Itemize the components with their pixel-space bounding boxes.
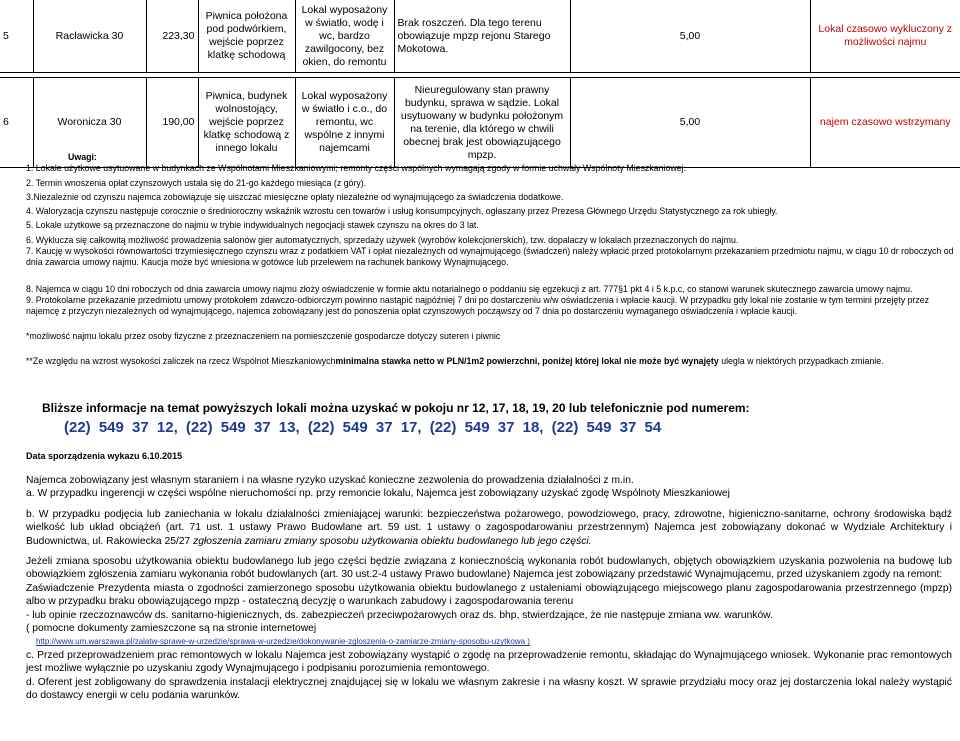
condition-cell: Lokal wyposażony w światło, wodę i wc, bardzo zawilgocony, bez okien, do remontu <box>295 0 394 73</box>
premises-table <box>0 0 960 168</box>
notes-section <box>0 152 960 367</box>
status-cell: Lokal czasowo wykluczony z możliwości najmu <box>810 0 960 73</box>
obligation-b: b. W przypadku podjęcia lub zaniechania w lokalu działalności zmieniającej warunki: bezpieczeństwa pożarowego, powodziowego, pracy, zdrowotne, higieniczno-sanitarne, ochrony środowiska bądź wielkość lub układ obciążeń (art. 71 ust. 1 ustawy Prawo Budowlane art. 59 ust. 1 ustawy o zagospodarowaniu przestrzennym) Najemca jest zobowiązany dokonać w Wydziale Architektury i Budownictwa, ul. Rakowiecka 25/27 zgłoszenia zamiaru zmiany sposobu użytkowania obiektu budowlanego lub jego części. <box>26 508 952 547</box>
note-item: 2. Termin wnoszenia opłat czynszowych ustala się do 21-go każdego miesiąca (z góry). <box>26 177 367 188</box>
paragraph: - lub opinie rzeczoznawców ds. sanitarno-higienicznych, ds. zabezpieczeń przeciwpożarowych oraz ds. bhp, stwierdzające, że nie następuje zmiana ww. warunków. <box>26 609 773 621</box>
tenant-obligations <box>26 474 952 703</box>
obligations-intro: Najemca zobowiązany jest własnym staraniem i na własne ryzyko uzyskać konieczne zezwolenia do prowadzenia działalności z m.in. <box>26 475 634 486</box>
note-item: 5. Lokale użytkowe są przeznaczone do najmu w trybie indywidualnych negocjacji stawek czynszu na okres do 3 lat. <box>26 220 479 231</box>
obligation-d: d. Oferent jest zobligowany do sprawdzenia instalacji elektrycznej znajdującej się w lokalu we własnym zakresie i na własny koszt. W sprawie przydziału mocy oraz jej dostarczenia lokal należy wystąpić do dostawcy energii w celu podania warunków. <box>26 676 952 702</box>
note-item: 3.Niezależnie od czynszu najemca zobowiązuje się uiszczać miesięczne opłaty niezależne od wynajmującego za świadczenia dodatkowe. <box>26 191 564 202</box>
footnote-single-star: *możliwość najmu lokalu przez osoby fizyczne z przeznaczeniem na pomieszczenie gospodarcze dotyczy suteren i piwnic <box>26 330 501 341</box>
documents-link[interactable]: http://www.um.warszawa.pl/zalatw-sprawe-w-urzedzie/sprawa-w-urzedzie/dokonywanie-zgloszenia-o-zamiarze-zmiany-sposobu-uzytkowa ) <box>36 637 530 647</box>
notes-heading: Uwagi: <box>68 152 97 162</box>
rate-cell: 5,00 <box>570 78 810 168</box>
address-cell: Racławicka 30 <box>33 0 146 73</box>
rate-cell: 5,00 <box>570 0 810 73</box>
note-item: 1. Lokale użytkowe usytuowane w budynkach ze Wspólnotami Mieszkaniowymi; remonty części wspólnych wymagają zgody w formie uchwały Wspólnoty Mieszkaniowej. <box>26 163 687 174</box>
remarks-cell: Nieuregulowany stan prawny budynku, sprawa w sądzie. Lokal usytuowany w budynku położonym na terenie, dla którego w chwili obecnej brak jest obowiązującego mpzp. <box>394 78 570 168</box>
location-cell: Piwnica, budynek wolnostojący, wejście poprzez klatkę schodową z innego lokalu <box>198 78 295 168</box>
phone-numbers: (22) 549 37 12, (22) 549 37 13, (22) 549 37 17, (22) 549 37 18, (22) 549 37 54 <box>64 419 662 436</box>
obligation-c: c. Przed przeprowadzeniem prac remontowych w lokalu Najemca jest zobowiązany wystąpić o zgodę na przeprowadzenie remontu, składając do Wynajmującego wniosek. Wykonanie prac remontowych jest możliwe wyłącznie po uzyskaniu zgody Wynajmującego i podpisaniu porozumienia remontowego. <box>26 649 952 675</box>
paragraph: Jeżeli zmiana sposobu użytkowania obiektu budowlanego lub jego części będzie związana z koniecznością wykonania robót budowlanych, objętych obowiązkiem uzyskania pozwolenia na budowę lub obowiązkiem zgłoszenia zamiaru wykonania robót budowlanych (art. 30 ust.2-4 ustawy Prawo budowlane) Najemca jest zobowiązany przedstawić Wynajmującemu, przed uzyskaniem zgody na remont: <box>26 556 952 581</box>
obligation-a: a. W przypadku ingerencji w części wspólne nieruchomości np. przy remoncie lokalu, Najemca jest zobowiązany uzyskać zgodę Wspólnoty Mieszkaniowej <box>26 488 730 500</box>
location-cell: Piwnica położona pod podwórkiem, wejście poprzez klatkę schodową <box>198 0 295 73</box>
paragraph: ( pomocne dokumenty zamieszczone są na stronie internetowej <box>26 623 317 635</box>
note-item: 8. Najemca w ciągu 10 dni roboczych od dnia zawarcia umowy najmu złoży oświadczenie w formie aktu notarialnego o poddaniu się egzekucji z art. 777§1 pkt 4 i 5 k.p.c, co stanowi warunek skutecznego zawarcia umowy najmu. <box>26 283 913 294</box>
footnote-double-star: **Ze względu na wzrost wysokości zaliczek na rzecz Wspólnot Mieszkaniowychminimalna stawka netto w PLN/1m2 powierzchni, poniżej której lokal nie może być wynajęty ulegla w niektórych przypadkach zmianie. <box>26 355 884 366</box>
table-row <box>0 0 960 73</box>
note-item: 6. Wyklucza się całkowitą możliwość prowadzenia salonów gier automatycznych, sprzedaży używek (wyrobów kolekcjonerskich), tzw. dopalaczy w lokalach przeznaczonych do najmu. <box>26 234 739 245</box>
row-number: 5 <box>0 0 33 73</box>
area-cell: 223,30 <box>146 0 198 73</box>
note-item: 9. Protokolarne przekazanie przedmiotu umowy protokołem zdawczo-odbiorczym powinno nastąpić najpóźniej 7 dni po dostarczeniu w/w oświadczenia i wpłacie kaucji. W przypadku gdy lokal nie zostanie w tym termini przejęty przez najemcę z przyczyn niezależnych od wynajmującego, najemca zobowiązany jest do ponoszenia opłat czynszowych począwszy od 7 dnia po dostarczeniu wymaganego oświadczenia i wpłacie kaucji. <box>26 294 930 317</box>
area-cell: 190,00 <box>146 78 198 168</box>
remarks-cell: Brak roszczeń. Dla tego terenu obowiązuje mpzp rejonu Starego Mokotowa. <box>394 0 570 73</box>
contact-info-heading: Bliższe informacje na temat powyższych lokali można uzyskać w pokoju nr 12, 17, 18, 19, 20 lub telefonicznie pod numerem: <box>42 401 750 415</box>
paragraph: Zaświadczenie Prezydenta miasta o zgodności zamierzonego sposobu użytkowania obiektu budowlanego z ustaleniami obowiązującego miejscowego planu zagospodarowania przestrzennego (mpzp) albo w przypadku braku obowiązującego mpzp - ostateczną decyzję o warunkach zabudowy i zagospodarowania terenu <box>26 582 952 608</box>
list-date: Data sporządzenia wykazu 6.10.2015 <box>26 451 183 461</box>
note-item: 4. Waloryzacja czynszu następuje corocznie o średnioroczny wskaźnik wzrostu cen towarów i usług konsumpcyjnych, ogłaszany przez Prezesa Głównego Urzędu Statystycznego za rok ubiegły. <box>26 206 778 217</box>
row-number: 6 <box>0 78 33 168</box>
status-cell: najem czasowo wstrzymany <box>810 78 960 168</box>
note-item: 7. Kaucję w wysokości równowartości trzymiesięcznego czynszu wraz z podatkiem VAT i opłat niezależnych od wynajmującego (świadczeń) należy wpłacić przed protokolarnym przekazaniem przedmiotu najmu, w ciągu 10 dr roboczych od dnia zawarcia umowy najmu. Kaucja może być wniesiona w gotówce lub przelewem na rachunek bankowy Wynajmującego. <box>26 246 954 268</box>
condition-cell: Lokal wyposażony w światło i c.o., do remontu, wc wspólne z innymi najemcami <box>295 78 394 168</box>
address-cell: Woronicza 30 <box>33 78 146 168</box>
